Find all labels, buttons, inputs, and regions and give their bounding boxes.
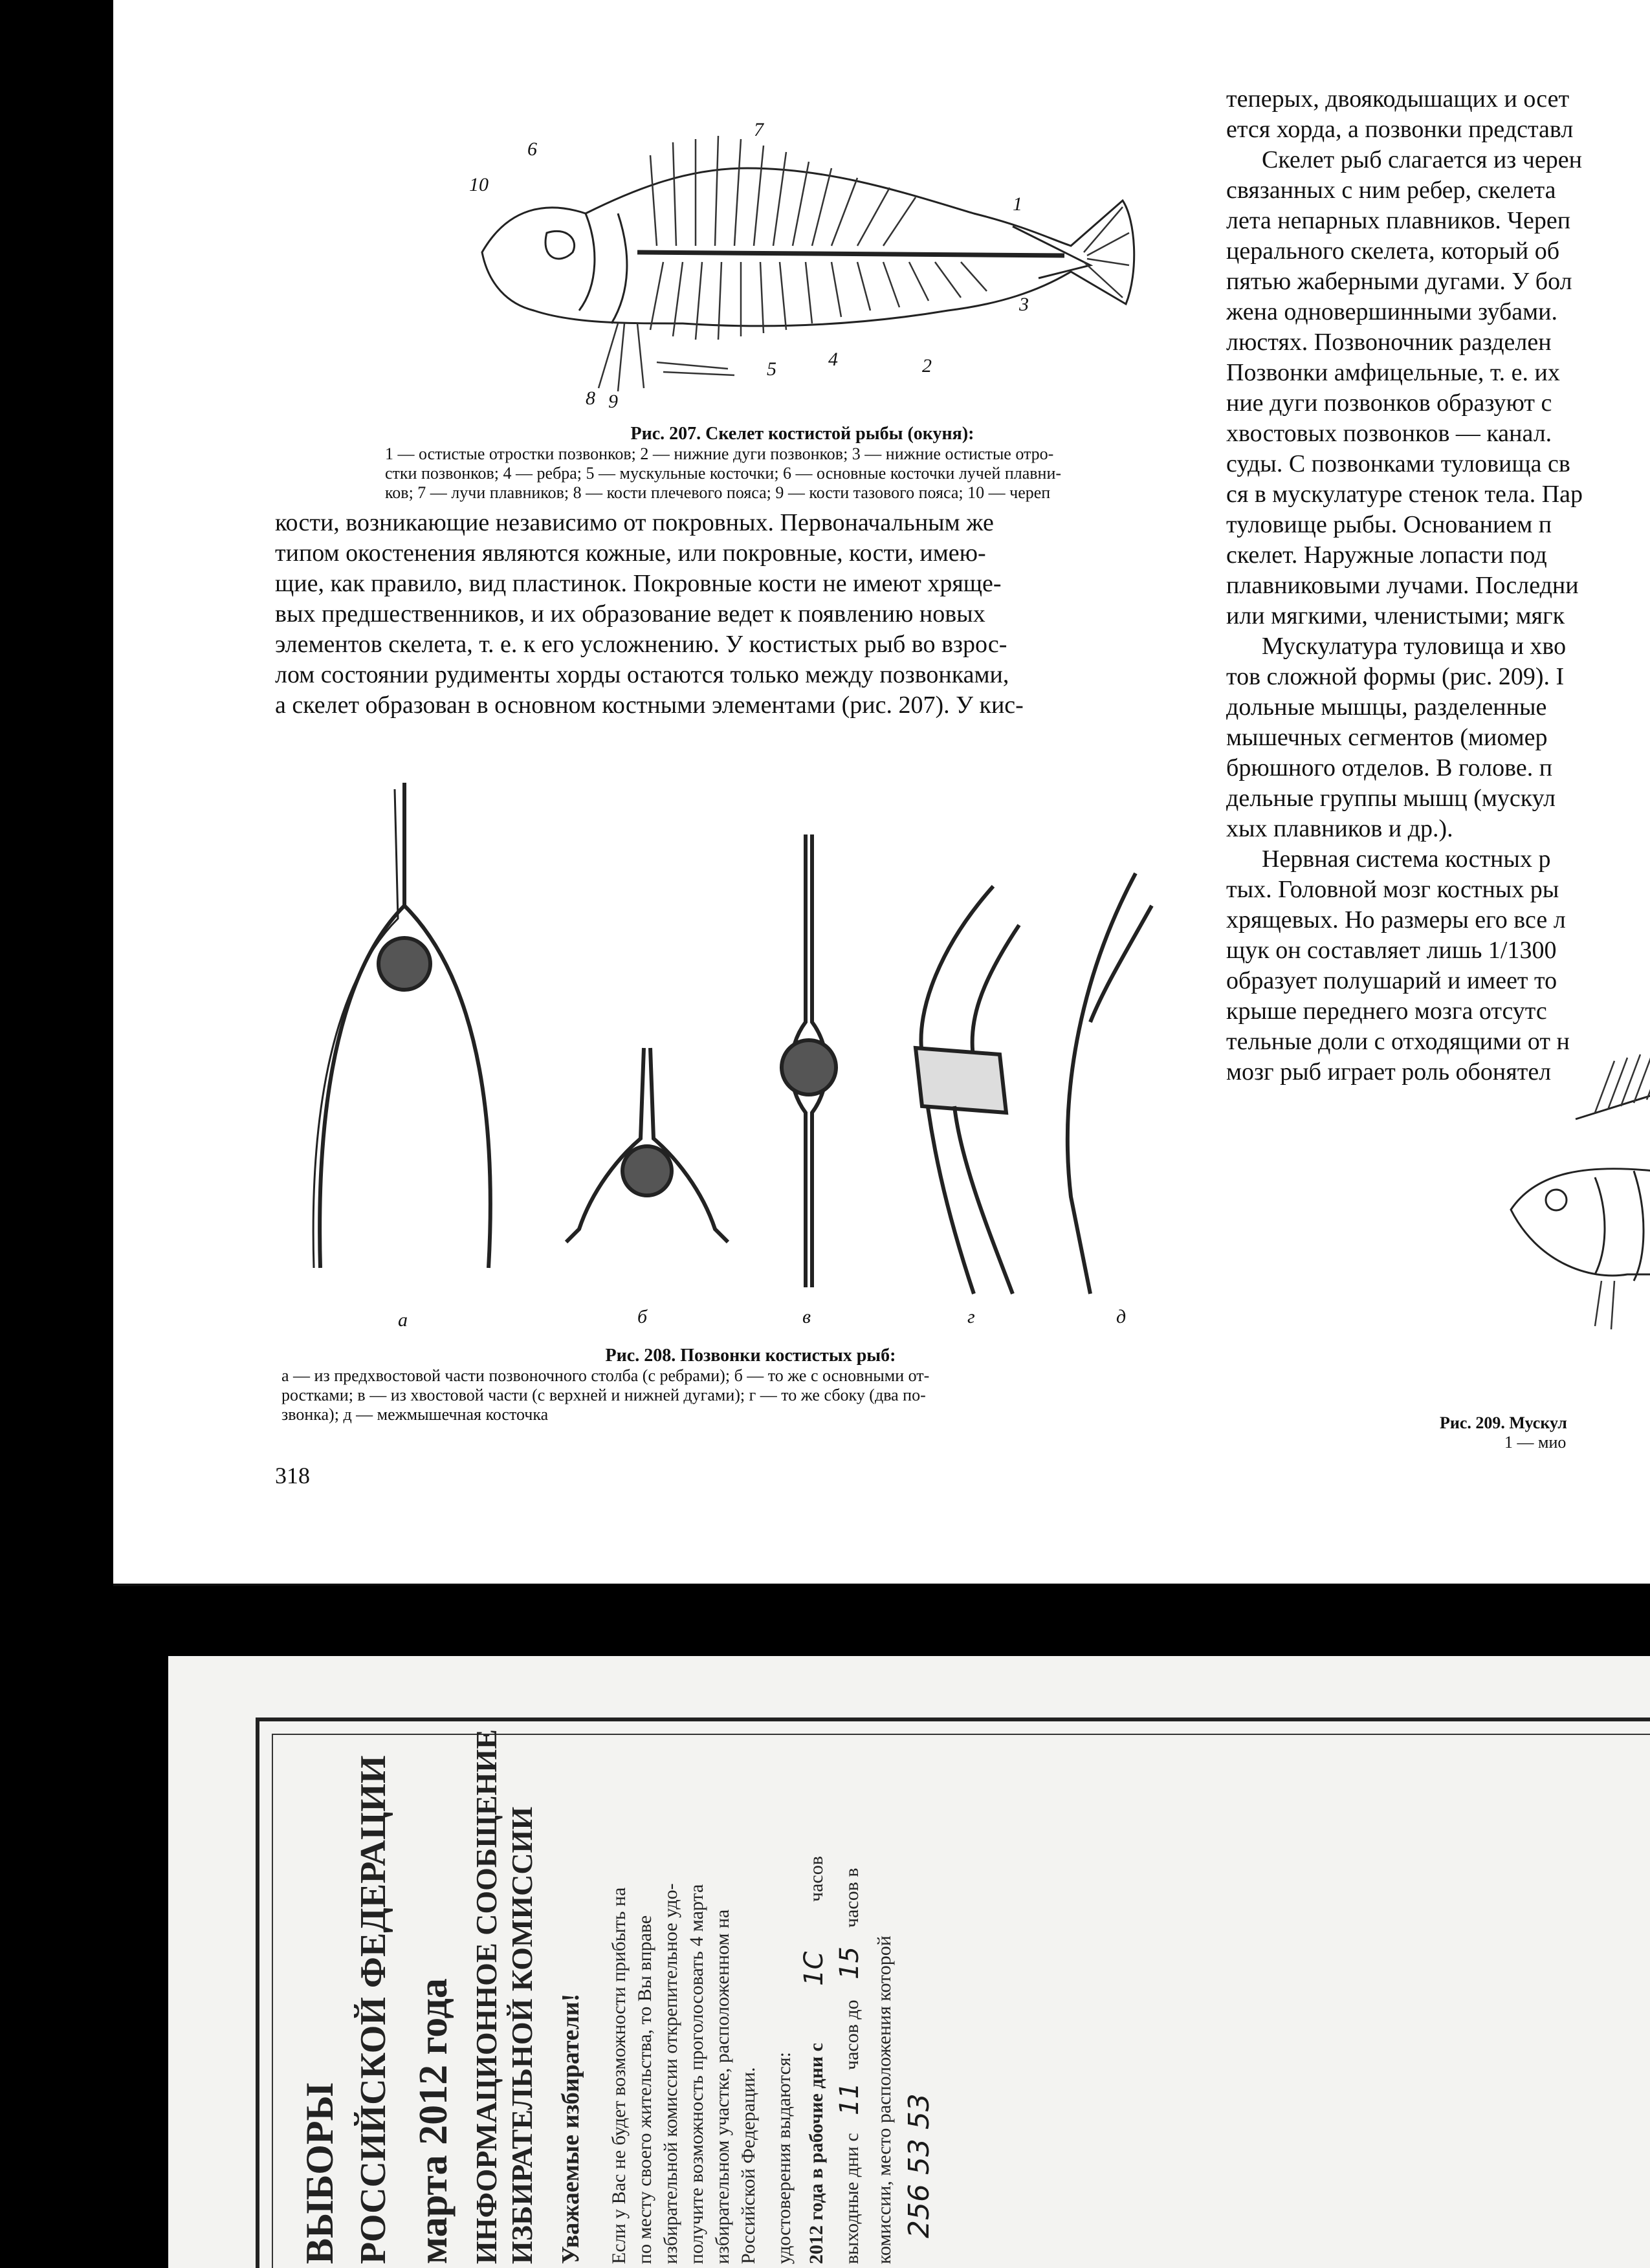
leaflet-text-line: часов в	[841, 1868, 863, 1928]
fig208-label-b: б	[637, 1306, 648, 1327]
paragraph-line: лом состоянии рудименты хорды остаются только между позвонками,	[275, 661, 1009, 688]
figure-209-legend: 1 — мио	[1504, 1433, 1567, 1452]
figure-207-legend-line: 1 — остистые отростки позвонков; 2 — нижние дуги позвонков; 3 — нижние остистые отро-	[385, 444, 1054, 463]
paragraph-line: вых предшественников, и их образование ведет к появлению новых	[275, 600, 985, 627]
text-line: церального скелета, который об	[1226, 237, 1560, 265]
leaflet-text-line: часов	[806, 1856, 827, 1902]
leaflet-text-line: комиссии, место расположения которой	[874, 1935, 895, 2264]
text-line: Позвонки амфицельные, т. е. их	[1226, 359, 1560, 386]
figure-208-legend-line: звонка); д — межмышечная косточка	[281, 1405, 549, 1424]
text-line: хых плавников и др.).	[1226, 815, 1453, 842]
fig207-label-8: 8	[586, 387, 595, 409]
leaflet-heading-elections: ВЫБОРЫ	[298, 2082, 341, 2264]
text-line: хрящевых. Но размеры его все л	[1226, 906, 1566, 933]
text-line: пятью жаберными дугами. У бол	[1226, 268, 1572, 295]
figure-207-caption	[385, 424, 1220, 503]
handwritten-weekend-from: 11	[835, 2082, 864, 2115]
paragraph-line: а скелет образован в основном костными элементами (рис. 207). У кис-	[275, 692, 1024, 719]
text-line: мышечных сегментов (миомер	[1226, 724, 1548, 751]
left-column	[275, 0, 1271, 1584]
text-line: связанных с ним ребер, скелета	[1226, 177, 1556, 204]
book-page	[113, 0, 1650, 1584]
leaflet-heading-country: РОССИЙСКОЙ ФЕДЕРАЦИИ	[353, 1755, 393, 2264]
figure-207-title: Рис. 207. Скелет костистой рыбы (окуня):	[630, 424, 974, 444]
leaflet-heading-notice: ИНФОРМАЦИОННОЕ СООБЩЕНИЕ	[470, 1729, 503, 2264]
text-line: брюшного отделов. В голове. п	[1226, 754, 1553, 781]
leaflet-text-line: удостоверения выдаются:	[773, 2051, 795, 2264]
text-line: жена одновершинными зубами.	[1226, 298, 1557, 325]
body-paragraph	[275, 508, 1220, 721]
text-line: образует полушарий и имеет то	[1226, 967, 1557, 994]
leaflet-heading-commission: ИЗБИРАТЕЛЬНОЙ КОМИССИИ	[505, 1806, 538, 2264]
text-line: ется хорда, а позвонки представл	[1226, 116, 1574, 143]
paragraph-line: типом окостенения являются кожные, или покровные, кости, имею-	[275, 540, 986, 567]
text-line: люстях. Позвоночник разделен	[1226, 329, 1552, 356]
leaflet-text-line: Если у Вас не будет возможности прибыть на	[608, 1887, 630, 2264]
leaflet-text-line: получите возможность проголосовать 4 марта	[686, 1884, 707, 2264]
text-line: ние дуги позвонков образуют с	[1226, 389, 1552, 417]
figure-208-title: Рис. 208. Позвонки костистых рыб:	[605, 1346, 896, 1366]
text-line: лета непарных плавников. Череп	[1226, 207, 1571, 234]
text-line: щук он составляет лишь 1/1300	[1226, 937, 1557, 964]
fig207-label-10: 10	[469, 174, 489, 195]
text-line: туловище рыбы. Основанием п	[1226, 511, 1552, 538]
paragraph-line: щие, как правило, вид пластинок. Покровные кости не имеют хряще-	[275, 570, 1002, 597]
fig207-label-2: 2	[922, 355, 932, 376]
fig208-label-a: а	[398, 1309, 408, 1331]
text-line: Скелет рыб слагается из черен	[1262, 146, 1582, 173]
text-line: или мягкими, членистыми; мягк	[1226, 602, 1565, 629]
text-line: плавниковыми лучами. Последни	[1226, 572, 1579, 599]
handwritten-phone: 256 53 53	[903, 2093, 936, 2238]
figure-207-perch-skeleton	[469, 116, 1194, 414]
text-line: скелет. Наружные лопасти под	[1226, 541, 1547, 569]
fig207-label-6: 6	[527, 138, 537, 160]
figure-209-caption: Рис. 209. Мускул	[1440, 1413, 1567, 1432]
handwritten-weekend-to: 15	[835, 1946, 864, 1979]
handwritten-weekday-from: 1С	[799, 1951, 829, 1986]
text-line: мозг рыб играет роль обонятел	[1226, 1058, 1552, 1085]
figure-207-legend-line: ков; 7 — лучи плавников; 8 — кости плечевого пояса; 9 — кости тазового пояса; 10 — череп	[385, 483, 1051, 502]
figure-209-fish-musculature	[1498, 1041, 1650, 1404]
text-line: тых. Головной мозг костных ры	[1226, 876, 1559, 903]
text-line: тов сложной формы (рис. 209). I	[1226, 663, 1565, 690]
leaflet-text-line: избирательном участке, расположенном на	[712, 1909, 733, 2264]
figure-208-vertebrae	[275, 776, 1246, 1333]
figure-207-legend-line: стки позвонков; 4 — ребра; 5 — мускульные косточки; 6 — основные косточки лучей плавни-	[385, 464, 1062, 483]
text-line: дельные группы мышц (мускул	[1226, 785, 1556, 812]
text-line: Нервная система костных р	[1262, 845, 1551, 873]
fig208-label-d: д	[1116, 1306, 1127, 1327]
fig207-label-4: 4	[828, 349, 838, 370]
leaflet-text-line: 2012 года в рабочие дни с	[806, 2043, 827, 2264]
text-line: суды. С позвонками туловища св	[1226, 450, 1570, 477]
fig208-label-v: в	[802, 1306, 811, 1327]
paragraph-line: элементов скелета, т. е. к его усложнению. У костистых рыб во взрос-	[275, 631, 1007, 658]
figure-207-legend	[385, 444, 1220, 503]
figure-208-legend	[281, 1366, 1220, 1424]
leaflet-text-line: выходные дни с	[841, 2133, 863, 2264]
right-column	[1226, 84, 1650, 1507]
figure-208-caption	[281, 1346, 1220, 1424]
text-line: теперых, двоякодышащих и осет	[1226, 85, 1570, 113]
leaflet-text-line: часов до	[841, 2000, 863, 2070]
fig207-label-7: 7	[754, 119, 764, 140]
leaflet-text-line: по месту своего жительства, то Вы вправе	[634, 1915, 655, 2264]
paragraph-line: кости, возникающие независимо от покровных. Первоначальным же	[275, 509, 994, 536]
leaflet-greeting: Уважаемые избиратели!	[557, 1993, 584, 2264]
text-line: крыше переднего мозга отсутс	[1226, 998, 1547, 1025]
text-line: ся в мускулатуре стенок тела. Пар	[1226, 481, 1583, 508]
leaflet-rotated-text	[291, 1721, 1650, 2264]
fig207-label-9: 9	[608, 391, 618, 412]
leaflet-heading-date: марта 2012 года	[412, 1978, 456, 2264]
leaflet-text-line: избирательной комиссии открепительное удо-	[660, 1883, 681, 2264]
text-line: дольные мышцы, разделенные	[1226, 693, 1547, 721]
fig207-label-1: 1	[1013, 193, 1022, 215]
fig208-label-g: г	[967, 1306, 975, 1327]
leaflet-text-line: Российской Федерации.	[738, 2067, 759, 2264]
text-line: хвостовых позвонков — канал.	[1226, 420, 1552, 447]
page-number: 318	[275, 1463, 310, 1488]
fig207-label-3: 3	[1019, 294, 1029, 315]
election-leaflet	[168, 1656, 1650, 2268]
fig207-label-5: 5	[767, 358, 776, 380]
text-line: тельные доли с отходящими от н	[1226, 1028, 1570, 1055]
right-column-text	[1226, 84, 1650, 1087]
figure-208-legend-line: а — из предхвостовой части позвоночного столба (с ребрами); б — то же с основными от-	[281, 1366, 930, 1385]
figure-208-legend-line: ростками; в — из хвостовой части (с верхней и нижней дугами); г — то же сбоку (два по-	[281, 1386, 926, 1404]
text-line: Мускулатура туловища и хво	[1262, 633, 1567, 660]
